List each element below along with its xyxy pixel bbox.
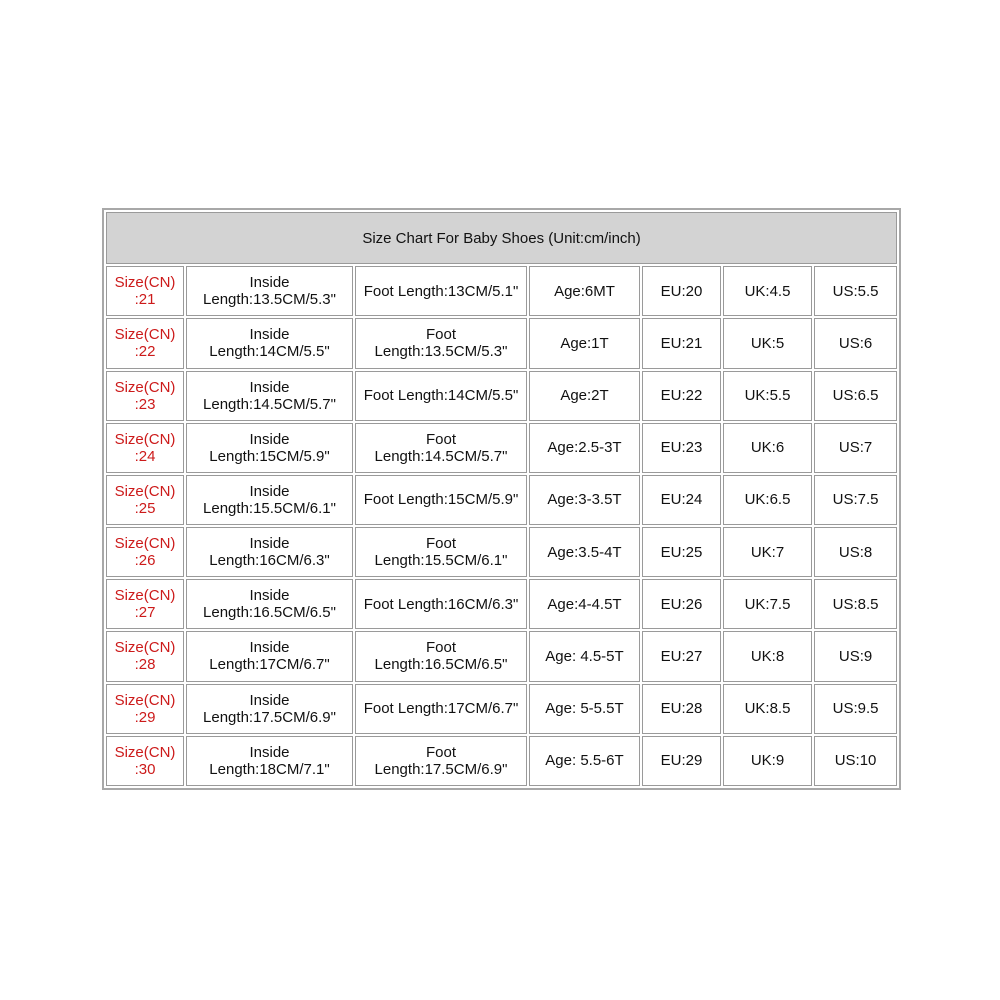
inside-length-cell: Inside Length:18CM/7.1": [186, 736, 353, 786]
foot-length-cell: Foot Length:15CM/5.9": [355, 475, 527, 525]
foot-length-cell: Foot Length:17.5CM/6.9": [355, 736, 527, 786]
size-cn-cell: Size(CN) :25: [106, 475, 184, 525]
table-row: [106, 266, 897, 316]
eu-size-cell: EU:25: [642, 527, 721, 577]
inside-length-cell: Inside Length:15CM/5.9": [186, 423, 353, 473]
table-row: [106, 475, 897, 525]
uk-size-cell: UK:5: [723, 318, 812, 368]
size-cn-cell: Size(CN) :29: [106, 684, 184, 734]
title-row: [106, 212, 897, 264]
foot-length-cell: Foot Length:15.5CM/6.1": [355, 527, 527, 577]
eu-size-cell: EU:28: [642, 684, 721, 734]
size-cn-cell: Size(CN) :26: [106, 527, 184, 577]
size-cn-cell: Size(CN) :24: [106, 423, 184, 473]
inside-length-cell: Inside Length:16.5CM/6.5": [186, 579, 353, 629]
uk-size-cell: UK:8.5: [723, 684, 812, 734]
eu-size-cell: EU:20: [642, 266, 721, 316]
table-row: [106, 527, 897, 577]
size-cn-cell: Size(CN) :23: [106, 371, 184, 421]
us-size-cell: US:10: [814, 736, 897, 786]
inside-length-cell: Inside Length:13.5CM/5.3": [186, 266, 353, 316]
age-cell: Age:4-4.5T: [529, 579, 640, 629]
foot-length-cell: Foot Length:14CM/5.5": [355, 371, 527, 421]
size-cn-cell: Size(CN) :21: [106, 266, 184, 316]
size-cn-cell: Size(CN) :30: [106, 736, 184, 786]
eu-size-cell: EU:23: [642, 423, 721, 473]
eu-size-cell: EU:21: [642, 318, 721, 368]
inside-length-cell: Inside Length:14CM/5.5": [186, 318, 353, 368]
uk-size-cell: UK:5.5: [723, 371, 812, 421]
uk-size-cell: UK:4.5: [723, 266, 812, 316]
age-cell: Age:3-3.5T: [529, 475, 640, 525]
uk-size-cell: UK:7: [723, 527, 812, 577]
eu-size-cell: EU:26: [642, 579, 721, 629]
us-size-cell: US:6: [814, 318, 897, 368]
size-chart-table: [102, 208, 901, 790]
size-chart-title: Size Chart For Baby Shoes (Unit:cm/inch): [106, 212, 897, 264]
eu-size-cell: EU:22: [642, 371, 721, 421]
uk-size-cell: UK:8: [723, 631, 812, 681]
table-row: [106, 423, 897, 473]
size-cn-cell: Size(CN) :28: [106, 631, 184, 681]
foot-length-cell: Foot Length:17CM/6.7": [355, 684, 527, 734]
age-cell: Age: 5.5-6T: [529, 736, 640, 786]
table-row: [106, 684, 897, 734]
size-cn-cell: Size(CN) :22: [106, 318, 184, 368]
age-cell: Age:2T: [529, 371, 640, 421]
size-cn-cell: Size(CN) :27: [106, 579, 184, 629]
uk-size-cell: UK:6.5: [723, 475, 812, 525]
uk-size-cell: UK:7.5: [723, 579, 812, 629]
foot-length-cell: Foot Length:16CM/6.3": [355, 579, 527, 629]
eu-size-cell: EU:29: [642, 736, 721, 786]
age-cell: Age:6MT: [529, 266, 640, 316]
foot-length-cell: Foot Length:16.5CM/6.5": [355, 631, 527, 681]
uk-size-cell: UK:9: [723, 736, 812, 786]
table-row: [106, 371, 897, 421]
uk-size-cell: UK:6: [723, 423, 812, 473]
eu-size-cell: EU:24: [642, 475, 721, 525]
age-cell: Age:3.5-4T: [529, 527, 640, 577]
us-size-cell: US:9: [814, 631, 897, 681]
table-row: [106, 631, 897, 681]
us-size-cell: US:8: [814, 527, 897, 577]
size-chart-body: [106, 212, 897, 786]
inside-length-cell: Inside Length:15.5CM/6.1": [186, 475, 353, 525]
us-size-cell: US:9.5: [814, 684, 897, 734]
table-row: [106, 579, 897, 629]
table-row: [106, 736, 897, 786]
age-cell: Age:2.5-3T: [529, 423, 640, 473]
foot-length-cell: Foot Length:14.5CM/5.7": [355, 423, 527, 473]
foot-length-cell: Foot Length:13.5CM/5.3": [355, 318, 527, 368]
us-size-cell: US:6.5: [814, 371, 897, 421]
us-size-cell: US:8.5: [814, 579, 897, 629]
age-cell: Age:1T: [529, 318, 640, 368]
inside-length-cell: Inside Length:17CM/6.7": [186, 631, 353, 681]
us-size-cell: US:7: [814, 423, 897, 473]
us-size-cell: US:5.5: [814, 266, 897, 316]
inside-length-cell: Inside Length:17.5CM/6.9": [186, 684, 353, 734]
inside-length-cell: Inside Length:14.5CM/5.7": [186, 371, 353, 421]
age-cell: Age: 5-5.5T: [529, 684, 640, 734]
eu-size-cell: EU:27: [642, 631, 721, 681]
inside-length-cell: Inside Length:16CM/6.3": [186, 527, 353, 577]
table-row: [106, 318, 897, 368]
foot-length-cell: Foot Length:13CM/5.1": [355, 266, 527, 316]
us-size-cell: US:7.5: [814, 475, 897, 525]
age-cell: Age: 4.5-5T: [529, 631, 640, 681]
